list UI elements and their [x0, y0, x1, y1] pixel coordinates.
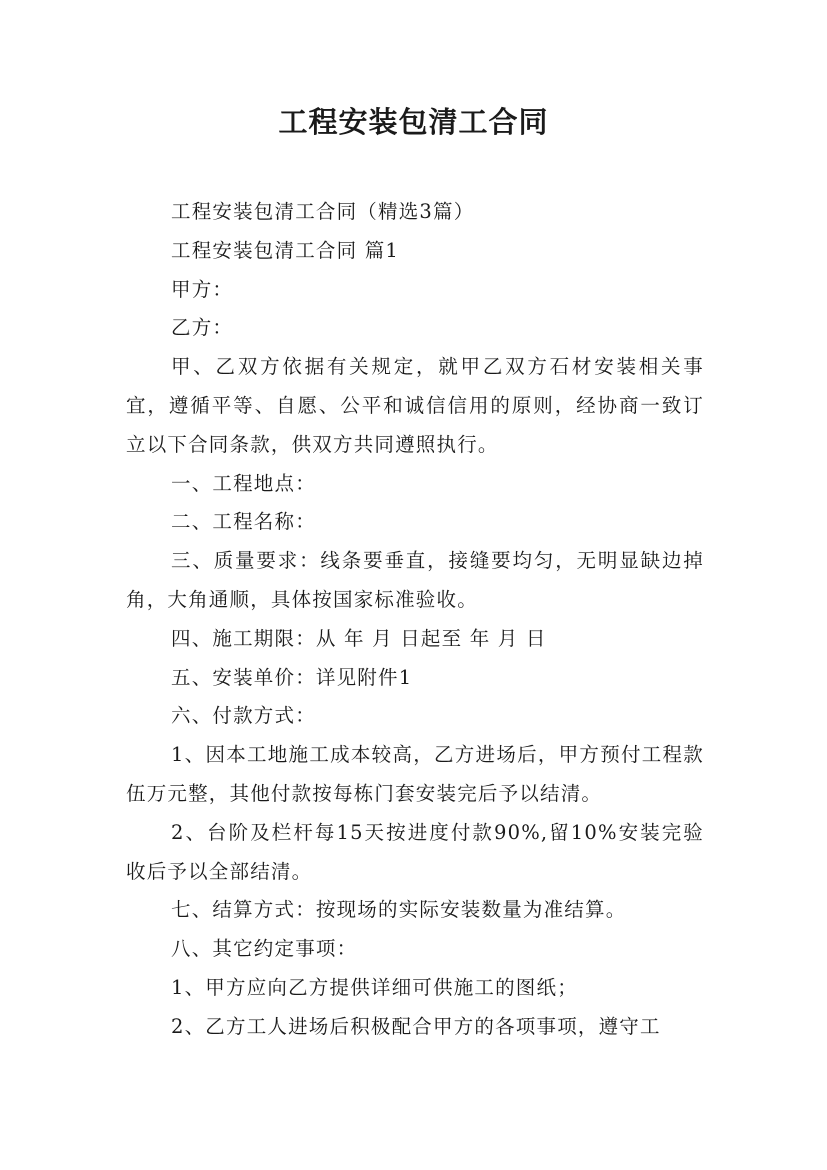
paragraph-preamble: 甲、乙双方依据有关规定，就甲乙双方石材安装相关事宜，遵循平等、自愿、公平和诚信信用的原则，经协商一致订立以下合同条款，供双方共同遵照执行。 [126, 355, 704, 456]
paragraph-clause-settlement: 七、结算方式：按现场的实际安装数量为准结算。 [171, 898, 627, 922]
paragraph-party-a: 甲方： [171, 277, 234, 301]
paragraph-clause-quality: 三、质量要求：线条要垂直，接缝要均匀，无明显缺边掉角，大角通顺，具体按国家标准验收。 [126, 549, 704, 611]
paragraph-other-item-2: 2、乙方工人进场后积极配合甲方的各项事项，遵守工 [171, 1014, 661, 1038]
paragraph-clause-payment: 六、付款方式： [171, 704, 316, 728]
paragraph-clause-project-name: 二、工程名称： [171, 510, 316, 534]
paragraph-clause-other: 八、其它约定事项： [171, 937, 358, 961]
paragraph-clause-period: 四、施工期限：从 年 月 日起至 年 月 日 [171, 626, 547, 650]
document-body [126, 193, 704, 1047]
paragraph-party-b: 乙方： [171, 316, 234, 340]
paragraph-payment-item-2: 2、台阶及栏杆每15天按进度付款90%,留10%安装完验收后予以全部结清。 [126, 820, 704, 883]
paragraph-payment-item-1: 1、因本工地施工成本较高，乙方进场后，甲方预付工程款伍万元整，其他付款按每栋门套安装完后予以结清。 [126, 743, 704, 805]
paragraph-other-item-1: 1、甲方应向乙方提供详细可供施工的图纸； [171, 975, 578, 999]
paragraph-subtitle: 工程安装包清工合同（精选3篇） [171, 200, 475, 223]
paragraph-section-heading: 工程安装包清工合同 篇1 [171, 238, 400, 262]
paragraph-clause-location: 一、工程地点： [171, 471, 316, 495]
document-title: 工程安装包清工合同 [278, 105, 549, 139]
paragraph-clause-unit-price: 五、安装单价：详见附件1 [171, 665, 413, 689]
